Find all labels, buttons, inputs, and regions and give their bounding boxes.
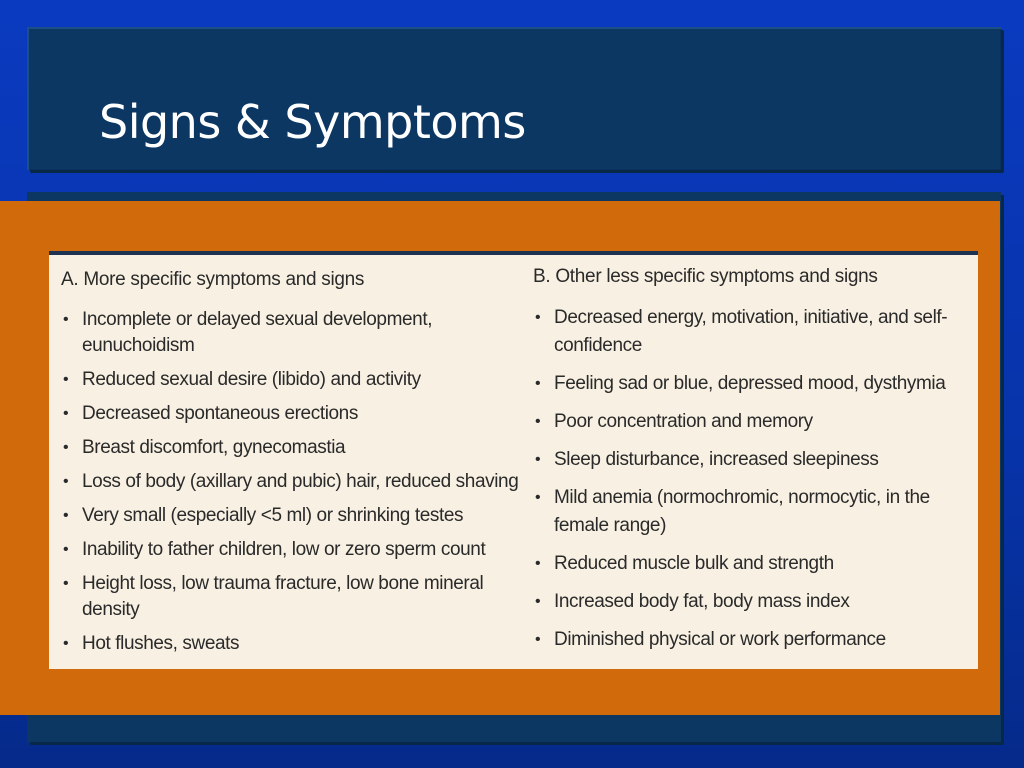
list-item-text: Inability to father children, low or zero sperm count	[82, 539, 486, 560]
list-item	[61, 367, 531, 393]
title-panel	[27, 27, 1001, 170]
bullet-icon: •	[63, 507, 69, 524]
list-item	[533, 550, 973, 578]
bullet-icon: •	[63, 405, 69, 422]
bullet-icon: •	[63, 541, 69, 558]
list-item	[533, 370, 973, 398]
bullet-icon: •	[63, 439, 69, 456]
bullet-icon: •	[535, 631, 541, 648]
list-item	[533, 484, 973, 540]
list-item-text: Sleep disturbance, increased sleepiness	[554, 449, 879, 470]
list-item	[61, 537, 531, 563]
symptom-list	[61, 307, 531, 657]
list-item-text: Breast discomfort, gynecomastia	[82, 437, 346, 458]
list-item-text: Hot flushes, sweats	[82, 633, 240, 654]
list-item-text: Decreased energy, motivation, initiative, and self-confidence	[554, 307, 948, 356]
list-item-text: Reduced muscle bulk and strength	[554, 553, 834, 574]
list-item-text: Incomplete or delayed sexual development, eunuchoidism	[82, 309, 433, 356]
list-item	[61, 631, 531, 657]
list-item-text: Very small (especially <5 ml) or shrinking testes	[82, 505, 464, 526]
list-item-text: Height loss, low trauma fracture, low bone mineral density	[82, 573, 484, 620]
column-less-specific-signs	[533, 266, 973, 664]
list-item-text: Loss of body (axillary and pubic) hair, reduced shaving	[82, 471, 519, 492]
list-item	[61, 503, 531, 529]
list-item-text: Poor concentration and memory	[554, 411, 813, 432]
symptom-list	[533, 304, 973, 654]
bullet-icon: •	[535, 489, 541, 506]
bullet-icon: •	[63, 311, 69, 328]
column-specific-signs	[61, 269, 531, 665]
list-item	[61, 307, 531, 359]
bullet-icon: •	[63, 473, 69, 490]
bullet-icon: •	[535, 451, 541, 468]
list-item	[533, 446, 973, 474]
bullet-icon: •	[535, 593, 541, 610]
bullet-icon: •	[535, 413, 541, 430]
bullet-icon: •	[63, 575, 69, 592]
list-item-text: Increased body fat, body mass index	[554, 591, 850, 612]
list-item	[61, 571, 531, 623]
bullet-icon: •	[535, 555, 541, 572]
list-item	[61, 435, 531, 461]
bullet-icon: •	[63, 635, 69, 652]
list-item	[533, 304, 973, 360]
list-item-text: Decreased spontaneous erections	[82, 403, 358, 424]
list-item-text: Diminished physical or work performance	[554, 629, 886, 650]
list-item-text: Reduced sexual desire (libido) and activity	[82, 369, 421, 390]
slide-title: Signs & Symptoms	[99, 95, 526, 149]
bullet-icon: •	[535, 375, 541, 392]
column-heading: B. Other less specific symptoms and signs	[533, 266, 878, 287]
bullet-icon: •	[63, 371, 69, 388]
column-heading: A. More specific symptoms and signs	[61, 269, 365, 290]
bullet-icon: •	[535, 309, 541, 326]
list-item	[533, 588, 973, 616]
list-item	[533, 626, 973, 654]
list-item	[61, 401, 531, 427]
list-item	[61, 469, 531, 495]
list-item-text: Feeling sad or blue, depressed mood, dysthymia	[554, 373, 946, 394]
list-item-text: Mild anemia (normochromic, normocytic, in the female range)	[554, 487, 930, 536]
symptoms-table	[49, 251, 978, 669]
list-item	[533, 408, 973, 436]
